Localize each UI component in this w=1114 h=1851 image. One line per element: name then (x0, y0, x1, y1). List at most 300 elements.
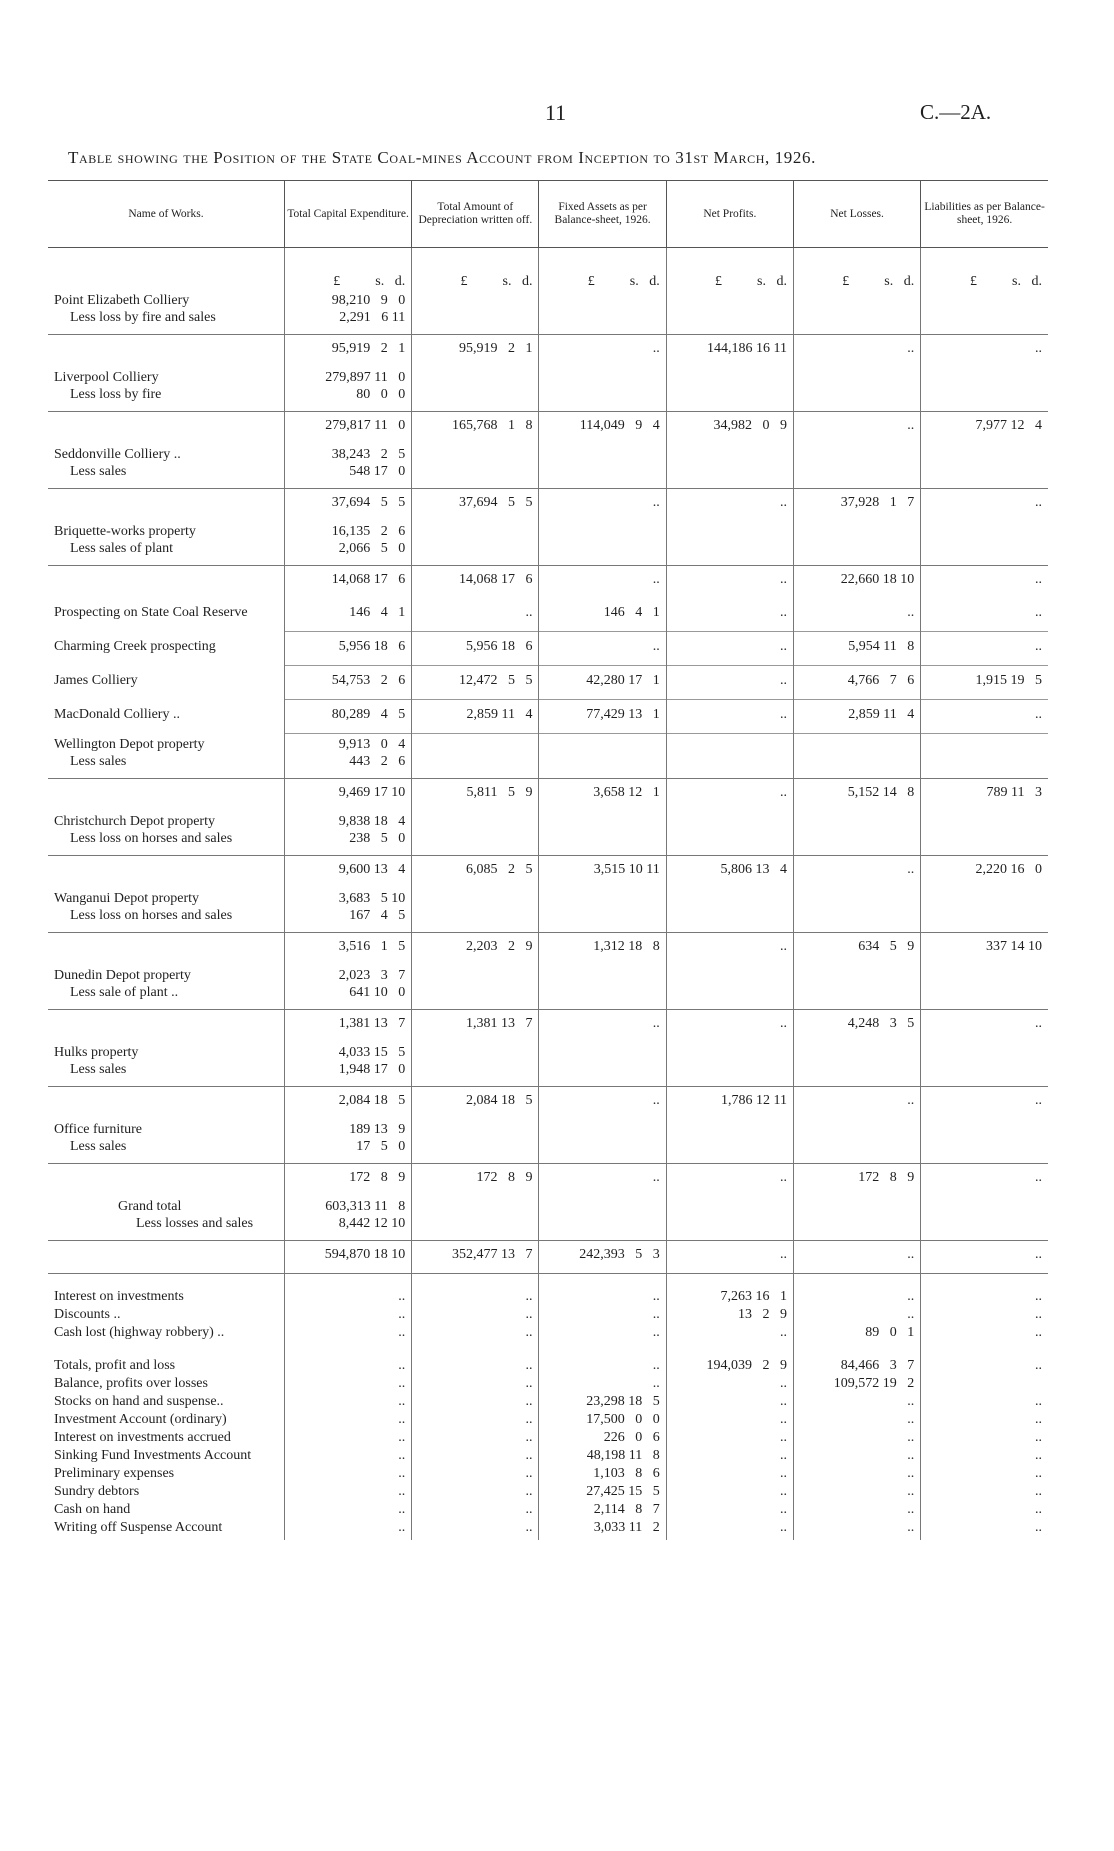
amount: 89 0 1 (793, 1323, 920, 1341)
work-name-cell (48, 1196, 284, 1241)
amount: .. (666, 598, 793, 632)
empty-cell (921, 888, 1048, 933)
amount: .. (793, 856, 920, 889)
currency-label: £ s. d. (539, 264, 666, 290)
empty-cell (666, 888, 793, 933)
empty-cell (412, 367, 539, 412)
spacer-row (48, 248, 1048, 265)
amount: 2,023 3 7 (338, 968, 406, 983)
row-label: Totals, profit and loss (54, 1358, 176, 1373)
amount: 54,753 2 6 (284, 666, 411, 700)
amount: 38,243 2 5 (331, 447, 406, 462)
header-row (48, 181, 1048, 248)
amount: .. (921, 1087, 1048, 1120)
table-row (48, 1305, 1048, 1323)
currency-label: £ s. d. (793, 264, 920, 290)
row-label: Balance, profits over losses (54, 1376, 208, 1391)
amount: .. (921, 1428, 1048, 1446)
amount: 5,956 18 6 (412, 632, 539, 666)
capital-items-cell (284, 811, 411, 856)
amount: .. (412, 1464, 539, 1482)
amount: .. (921, 1323, 1048, 1341)
empty-cell (666, 965, 793, 1010)
capital-items-cell (284, 1042, 411, 1087)
table-row (48, 1500, 1048, 1518)
table-title: Table showing the Position of the State Coal-mines Account from Inception to 31st March, 1926. (68, 148, 816, 167)
work-result-row (48, 335, 1048, 368)
empty-cell (412, 521, 539, 566)
amount: .. (412, 1392, 539, 1410)
empty-cell (921, 367, 1048, 412)
currency-row (48, 264, 1048, 290)
amount: 37,694 5 5 (412, 489, 539, 522)
amount: 1,915 19 5 (921, 666, 1048, 700)
amount: 5,806 13 4 (666, 856, 793, 889)
empty-cell (412, 811, 539, 856)
amount: .. (539, 1164, 666, 1197)
empty-cell (48, 1164, 284, 1197)
work-name-cell (48, 811, 284, 856)
empty-cell (412, 888, 539, 933)
coal-mines-account-table (48, 180, 1048, 1540)
capital-items-cell (284, 290, 411, 335)
row-label: Sinking Fund Investments Account (54, 1448, 252, 1463)
empty-cell (412, 1042, 539, 1087)
amount: .. (666, 1010, 793, 1043)
amount: 2,220 16 0 (921, 856, 1048, 889)
work-items-row (48, 290, 1048, 335)
work-name-cell (48, 965, 284, 1010)
column-header-liabilities: Liabilities as per Balance-sheet, 1926. (921, 181, 1048, 248)
table-row (48, 1341, 1048, 1374)
amount: .. (921, 1341, 1048, 1374)
empty-cell (666, 1119, 793, 1164)
amount: 77,429 13 1 (539, 700, 666, 734)
amount: 172 8 9 (284, 1164, 411, 1197)
amount: .. (666, 1464, 793, 1482)
amount: .. (793, 598, 920, 632)
page-number: 11 (545, 100, 567, 125)
empty-cell (48, 1087, 284, 1120)
amount: 1,312 18 8 (539, 933, 666, 966)
work-items-row (48, 367, 1048, 412)
empty-cell (793, 1196, 920, 1241)
empty-cell (921, 965, 1048, 1010)
empty-cell (793, 888, 920, 933)
empty-cell (539, 290, 666, 335)
empty-cell (793, 444, 920, 489)
work-items-row (48, 888, 1048, 933)
empty-cell (412, 444, 539, 489)
work-items-row (48, 734, 1048, 779)
amount: .. (666, 1241, 793, 1274)
column-header-total-capital-expenditure: Total Capital Expenditure. (284, 181, 411, 248)
empty-cell (793, 290, 920, 335)
work-result-row (48, 489, 1048, 522)
amount: .. (921, 489, 1048, 522)
amount: 5,956 18 6 (284, 632, 411, 666)
amount: 8,442 12 10 (338, 1216, 406, 1231)
amount: .. (666, 1518, 793, 1540)
empty-cell (793, 521, 920, 566)
amount: 279,817 11 0 (284, 412, 411, 445)
amount: 1,103 8 6 (539, 1464, 666, 1482)
work-result-row (48, 1010, 1048, 1043)
amount: 17 5 0 (356, 1139, 406, 1154)
empty-cell (539, 1042, 666, 1087)
amount: 2,291 6 11 (339, 310, 406, 325)
capital-items-cell (284, 1196, 411, 1241)
amount: 22,660 18 10 (793, 566, 920, 599)
empty-cell (921, 1119, 1048, 1164)
table-row (48, 632, 1048, 666)
empty-cell (539, 1196, 666, 1241)
empty-cell (412, 965, 539, 1010)
work-result-row (48, 412, 1048, 445)
empty-cell (921, 1196, 1048, 1241)
work-deduction-label: Less sale of plant .. (70, 985, 179, 1000)
table-row (48, 1518, 1048, 1540)
amount: .. (284, 1482, 411, 1500)
amount: .. (793, 1428, 920, 1446)
amount: .. (793, 1500, 920, 1518)
empty-cell (921, 521, 1048, 566)
empty-cell (412, 734, 539, 779)
amount: .. (793, 1410, 920, 1428)
column-header-fixed-assets: Fixed Assets as per Balance-sheet, 1926. (539, 181, 666, 248)
amount: 14,068 17 6 (412, 566, 539, 599)
amount: .. (666, 666, 793, 700)
amount: 2,859 11 4 (412, 700, 539, 734)
capital-items-cell (284, 521, 411, 566)
currency-label: £ s. d. (412, 264, 539, 290)
currency-label: £ s. d. (284, 264, 411, 290)
amount: 9,913 0 4 (338, 737, 406, 752)
work-name: Grand total (118, 1199, 182, 1214)
amount: .. (793, 1087, 920, 1120)
amount: .. (793, 335, 920, 368)
amount: .. (539, 489, 666, 522)
work-name: Seddonville Colliery .. (54, 447, 181, 462)
table-row (48, 1274, 1048, 1306)
work-name: Liverpool Colliery (54, 370, 159, 385)
amount: .. (284, 1323, 411, 1341)
amount: 6,085 2 5 (412, 856, 539, 889)
row-label: Investment Account (ordinary) (54, 1412, 227, 1427)
work-deduction-label: Less sales (70, 753, 127, 769)
amount: .. (666, 632, 793, 666)
capital-items-cell (284, 1119, 411, 1164)
amount: .. (921, 1482, 1048, 1500)
work-items-row (48, 1042, 1048, 1087)
amount: 17,500 0 0 (539, 1410, 666, 1428)
work-items-row (48, 1119, 1048, 1164)
empty-cell (666, 1196, 793, 1241)
amount: .. (539, 1010, 666, 1043)
column-header-net-losses: Net Losses. (793, 181, 920, 248)
work-result-row (48, 566, 1048, 599)
work-name-cell (48, 521, 284, 566)
amount: 95,919 2 1 (412, 335, 539, 368)
amount: 5,954 11 8 (793, 632, 920, 666)
amount: 2,084 18 5 (284, 1087, 411, 1120)
empty-cell (539, 367, 666, 412)
row-label: Writing off Suspense Account (54, 1520, 223, 1535)
empty-cell (48, 412, 284, 445)
empty-cell (539, 811, 666, 856)
amount: 2,114 8 7 (539, 1500, 666, 1518)
capital-items-cell (284, 734, 411, 779)
empty-cell (48, 1241, 284, 1274)
amount: .. (539, 1374, 666, 1392)
amount: 1,381 13 7 (284, 1010, 411, 1043)
capital-items-cell (284, 888, 411, 933)
amount: 37,694 5 5 (284, 489, 411, 522)
amount: .. (539, 566, 666, 599)
currency-label: £ s. d. (666, 264, 793, 290)
work-name-cell (48, 734, 284, 779)
amount: .. (921, 1392, 1048, 1410)
amount: 144,186 16 11 (666, 335, 793, 368)
row-label: Preliminary expenses (54, 1466, 175, 1481)
amount: 5,152 14 8 (793, 779, 920, 812)
work-name: Office furniture (54, 1122, 142, 1137)
amount: .. (412, 1305, 539, 1323)
row-label: Sundry debtors (54, 1484, 140, 1499)
amount: .. (412, 1500, 539, 1518)
amount: 13 2 9 (666, 1305, 793, 1323)
amount: 3,033 11 2 (539, 1518, 666, 1540)
amount: .. (921, 1241, 1048, 1274)
amount: 337 14 10 (921, 933, 1048, 966)
row-label: Prospecting on State Coal Reserve (54, 605, 248, 620)
empty-cell (48, 1010, 284, 1043)
empty-cell (666, 521, 793, 566)
work-name: Christchurch Depot property (54, 814, 215, 829)
amount: .. (666, 1410, 793, 1428)
amount: 146 4 1 (284, 598, 411, 632)
amount: .. (284, 1305, 411, 1323)
amount: .. (921, 1500, 1048, 1518)
table-row (48, 700, 1048, 734)
amount: 2,066 5 0 (338, 541, 406, 556)
amount: .. (539, 1087, 666, 1120)
amount: 27,425 15 5 (539, 1482, 666, 1500)
amount: 1,381 13 7 (412, 1010, 539, 1043)
amount: 3,516 1 5 (284, 933, 411, 966)
amount: .. (412, 1323, 539, 1341)
row-label: Charming Creek prospecting (54, 638, 216, 654)
amount: .. (412, 1428, 539, 1446)
amount: .. (284, 1500, 411, 1518)
amount: 2,084 18 5 (412, 1087, 539, 1120)
amount: 4,033 15 5 (338, 1045, 406, 1060)
column-header-depreciation-written-off: Total Amount of Depreciation written off. (412, 181, 539, 248)
amount: .. (284, 1274, 411, 1306)
amount: .. (284, 1374, 411, 1392)
amount: 641 10 0 (349, 985, 406, 1000)
amount: 42,280 17 1 (539, 666, 666, 700)
amount: .. (921, 1518, 1048, 1540)
amount: 9,838 18 4 (338, 814, 406, 829)
empty-cell (539, 965, 666, 1010)
row-label: Cash on hand (54, 1502, 131, 1517)
empty-cell (666, 367, 793, 412)
empty-cell (793, 367, 920, 412)
amount: 352,477 13 7 (412, 1241, 539, 1274)
empty-cell (921, 811, 1048, 856)
amount: .. (793, 1518, 920, 1540)
amount: .. (539, 1274, 666, 1306)
amount: 167 4 5 (349, 908, 406, 923)
work-deduction-label: Less losses and sales (136, 1216, 254, 1231)
amount: 2,859 11 4 (793, 700, 920, 734)
empty-cell (921, 290, 1048, 335)
amount: .. (412, 1410, 539, 1428)
empty-cell (48, 856, 284, 889)
amount: .. (921, 632, 1048, 666)
amount: 5,811 5 9 (412, 779, 539, 812)
amount: 242,393 5 3 (539, 1241, 666, 1274)
work-result-row (48, 933, 1048, 966)
currency-label: £ s. d. (921, 264, 1048, 290)
amount: 238 5 0 (349, 831, 406, 846)
amount: .. (284, 1518, 411, 1540)
work-result-row (48, 1164, 1048, 1197)
empty-cell (539, 444, 666, 489)
amount: .. (412, 1274, 539, 1306)
amount: .. (412, 598, 539, 632)
amount: .. (793, 1482, 920, 1500)
amount: .. (284, 1446, 411, 1464)
amount: 48,198 11 8 (539, 1446, 666, 1464)
work-items-row (48, 811, 1048, 856)
capital-items-cell (284, 965, 411, 1010)
row-label: MacDonald Colliery .. (54, 706, 180, 722)
amount: 80,289 4 5 (284, 700, 411, 734)
work-deduction-label: Less loss by fire (70, 387, 162, 402)
amount: .. (921, 566, 1048, 599)
empty-cell (921, 444, 1048, 489)
work-result-row (48, 779, 1048, 812)
empty-cell (48, 779, 284, 812)
amount: .. (666, 700, 793, 734)
empty-cell (793, 1042, 920, 1087)
table-row (48, 1428, 1048, 1446)
empty-cell (666, 811, 793, 856)
amount: .. (921, 1464, 1048, 1482)
amount: .. (539, 1305, 666, 1323)
amount: 14,068 17 6 (284, 566, 411, 599)
capital-items-cell (284, 444, 411, 489)
work-name-cell (48, 367, 284, 412)
amount: .. (284, 1428, 411, 1446)
work-name-cell (48, 1042, 284, 1087)
table-row (48, 1464, 1048, 1482)
amount: .. (666, 489, 793, 522)
amount: .. (666, 1374, 793, 1392)
work-name-cell (48, 1119, 284, 1164)
amount: .. (793, 1305, 920, 1323)
table-row (48, 1410, 1048, 1428)
amount (921, 1374, 1048, 1392)
amount: 37,928 1 7 (793, 489, 920, 522)
empty-cell (48, 335, 284, 368)
work-name-cell (48, 888, 284, 933)
amount: 114,049 9 4 (539, 412, 666, 445)
amount: .. (539, 632, 666, 666)
amount: .. (921, 1410, 1048, 1428)
amount: .. (539, 335, 666, 368)
amount: 226 0 6 (539, 1428, 666, 1446)
amount: 548 17 0 (349, 464, 406, 479)
table-row (48, 1392, 1048, 1410)
empty-cell (666, 1042, 793, 1087)
work-name: Wanganui Depot property (54, 891, 200, 906)
work-deduction-label: Less sales (70, 1062, 127, 1077)
amount: .. (666, 1500, 793, 1518)
amount: 9,600 13 4 (284, 856, 411, 889)
amount: 12,472 5 5 (412, 666, 539, 700)
amount: 634 5 9 (793, 933, 920, 966)
amount: .. (921, 1305, 1048, 1323)
amount: .. (921, 1446, 1048, 1464)
amount: 1,786 12 11 (666, 1087, 793, 1120)
amount: 443 2 6 (349, 754, 406, 769)
work-deduction-label: Less loss on horses and sales (70, 908, 233, 923)
column-header-name-of-works: Name of Works. (48, 181, 284, 248)
amount: 194,039 2 9 (666, 1341, 793, 1374)
amount: .. (666, 1323, 793, 1341)
amount: .. (793, 1274, 920, 1306)
work-items-row (48, 521, 1048, 566)
table-body (48, 248, 1048, 1541)
amount: .. (666, 1392, 793, 1410)
empty-cell (793, 1119, 920, 1164)
row-label: Discounts .. (54, 1307, 121, 1322)
amount: .. (412, 1482, 539, 1500)
amount: 165,768 1 8 (412, 412, 539, 445)
work-deduction-label: Less sales of plant (70, 541, 174, 556)
amount: .. (539, 1341, 666, 1374)
column-header-net-profits: Net Profits. (666, 181, 793, 248)
work-name: Point Elizabeth Colliery (54, 293, 190, 308)
amount: 95,919 2 1 (284, 335, 411, 368)
empty-cell (539, 521, 666, 566)
amount: .. (793, 1464, 920, 1482)
empty-cell (48, 933, 284, 966)
amount: 34,982 0 9 (666, 412, 793, 445)
amount: .. (921, 598, 1048, 632)
empty-cell (793, 811, 920, 856)
table-row (48, 1446, 1048, 1464)
empty-cell (48, 489, 284, 522)
empty-cell (921, 1042, 1048, 1087)
amount: 84,466 3 7 (793, 1341, 920, 1374)
empty-cell (793, 734, 920, 779)
amount: .. (793, 1446, 920, 1464)
amount: .. (284, 1464, 411, 1482)
amount: .. (412, 1374, 539, 1392)
work-result-row (48, 1087, 1048, 1120)
amount: .. (921, 1164, 1048, 1197)
work-name: Hulks property (54, 1045, 139, 1060)
amount: .. (921, 335, 1048, 368)
work-name: Briquette-works property (54, 524, 196, 539)
work-deduction-label: Less sales (70, 1139, 127, 1154)
amount: .. (793, 412, 920, 445)
empty-cell (666, 444, 793, 489)
